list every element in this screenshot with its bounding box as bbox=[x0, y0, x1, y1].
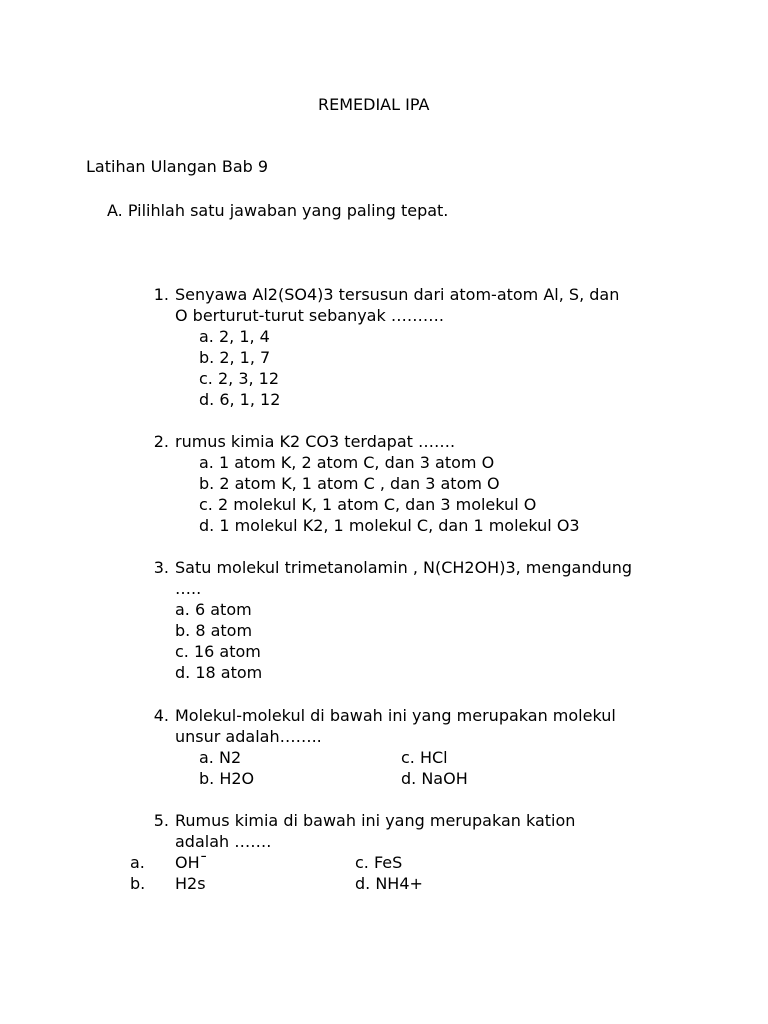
question-text-line: adalah ……. bbox=[175, 832, 272, 851]
answer-option: b. H2O bbox=[199, 769, 255, 788]
question-number: 1. bbox=[153, 285, 169, 304]
answer-option: a. N2 bbox=[199, 748, 242, 767]
answer-option: a. 6 atom bbox=[175, 600, 252, 619]
answer-option: c. FeS bbox=[355, 853, 403, 872]
answer-option: d. NaOH bbox=[401, 769, 468, 788]
answer-option: c. HCl bbox=[401, 748, 448, 767]
question-text-line: Satu molekul trimetanolamin , N(CH2OH)3, mengandung bbox=[175, 558, 633, 577]
question-number: 3. bbox=[153, 558, 169, 577]
question-number: 2. bbox=[153, 432, 169, 451]
question-text-line: O berturut-turut sebanyak ………. bbox=[175, 306, 444, 325]
question-number: 5. bbox=[153, 811, 169, 830]
question-text-line: unsur adalah…….. bbox=[175, 727, 322, 746]
answer-option: b. 2 atom K, 1 atom C , dan 3 atom O bbox=[199, 474, 500, 493]
answer-option: b. 2, 1, 7 bbox=[199, 348, 271, 367]
answer-option: OH¯ bbox=[175, 853, 208, 872]
answer-option: d. NH4+ bbox=[355, 874, 423, 893]
question-text-line: rumus kimia K2 CO3 terdapat ……. bbox=[175, 432, 456, 451]
answer-option: d. 18 atom bbox=[175, 663, 263, 682]
answer-option-letter: a. bbox=[130, 853, 145, 872]
answer-option: a. 2, 1, 4 bbox=[199, 327, 270, 346]
answer-option: b. 8 atom bbox=[175, 621, 253, 640]
answer-option-letter: b. bbox=[130, 874, 146, 893]
answer-option: c. 2, 3, 12 bbox=[199, 369, 280, 388]
document-subtitle: Latihan Ulangan Bab 9 bbox=[86, 157, 269, 176]
question-text-line: Senyawa Al2(SO4)3 tersusun dari atom-atom Al, S, dan bbox=[175, 285, 620, 304]
answer-option: a. 1 atom K, 2 atom C, dan 3 atom O bbox=[199, 453, 495, 472]
question-number: 4. bbox=[153, 706, 169, 725]
document-title: REMEDIAL IPA bbox=[318, 95, 430, 114]
question-text-line: Molekul-molekul di bawah ini yang merupakan molekul bbox=[175, 706, 616, 725]
answer-option: c. 16 atom bbox=[175, 642, 261, 661]
answer-option: d. 6, 1, 12 bbox=[199, 390, 281, 409]
question-text-line: Rumus kimia di bawah ini yang merupakan kation bbox=[175, 811, 576, 830]
answer-option: d. 1 molekul K2, 1 molekul C, dan 1 molekul O3 bbox=[199, 516, 580, 535]
question-text-line: ….. bbox=[175, 579, 202, 598]
answer-option: H2s bbox=[175, 874, 206, 893]
section-instruction: A. Pilihlah satu jawaban yang paling tepat. bbox=[107, 201, 449, 220]
answer-option: c. 2 molekul K, 1 atom C, dan 3 molekul O bbox=[199, 495, 537, 514]
